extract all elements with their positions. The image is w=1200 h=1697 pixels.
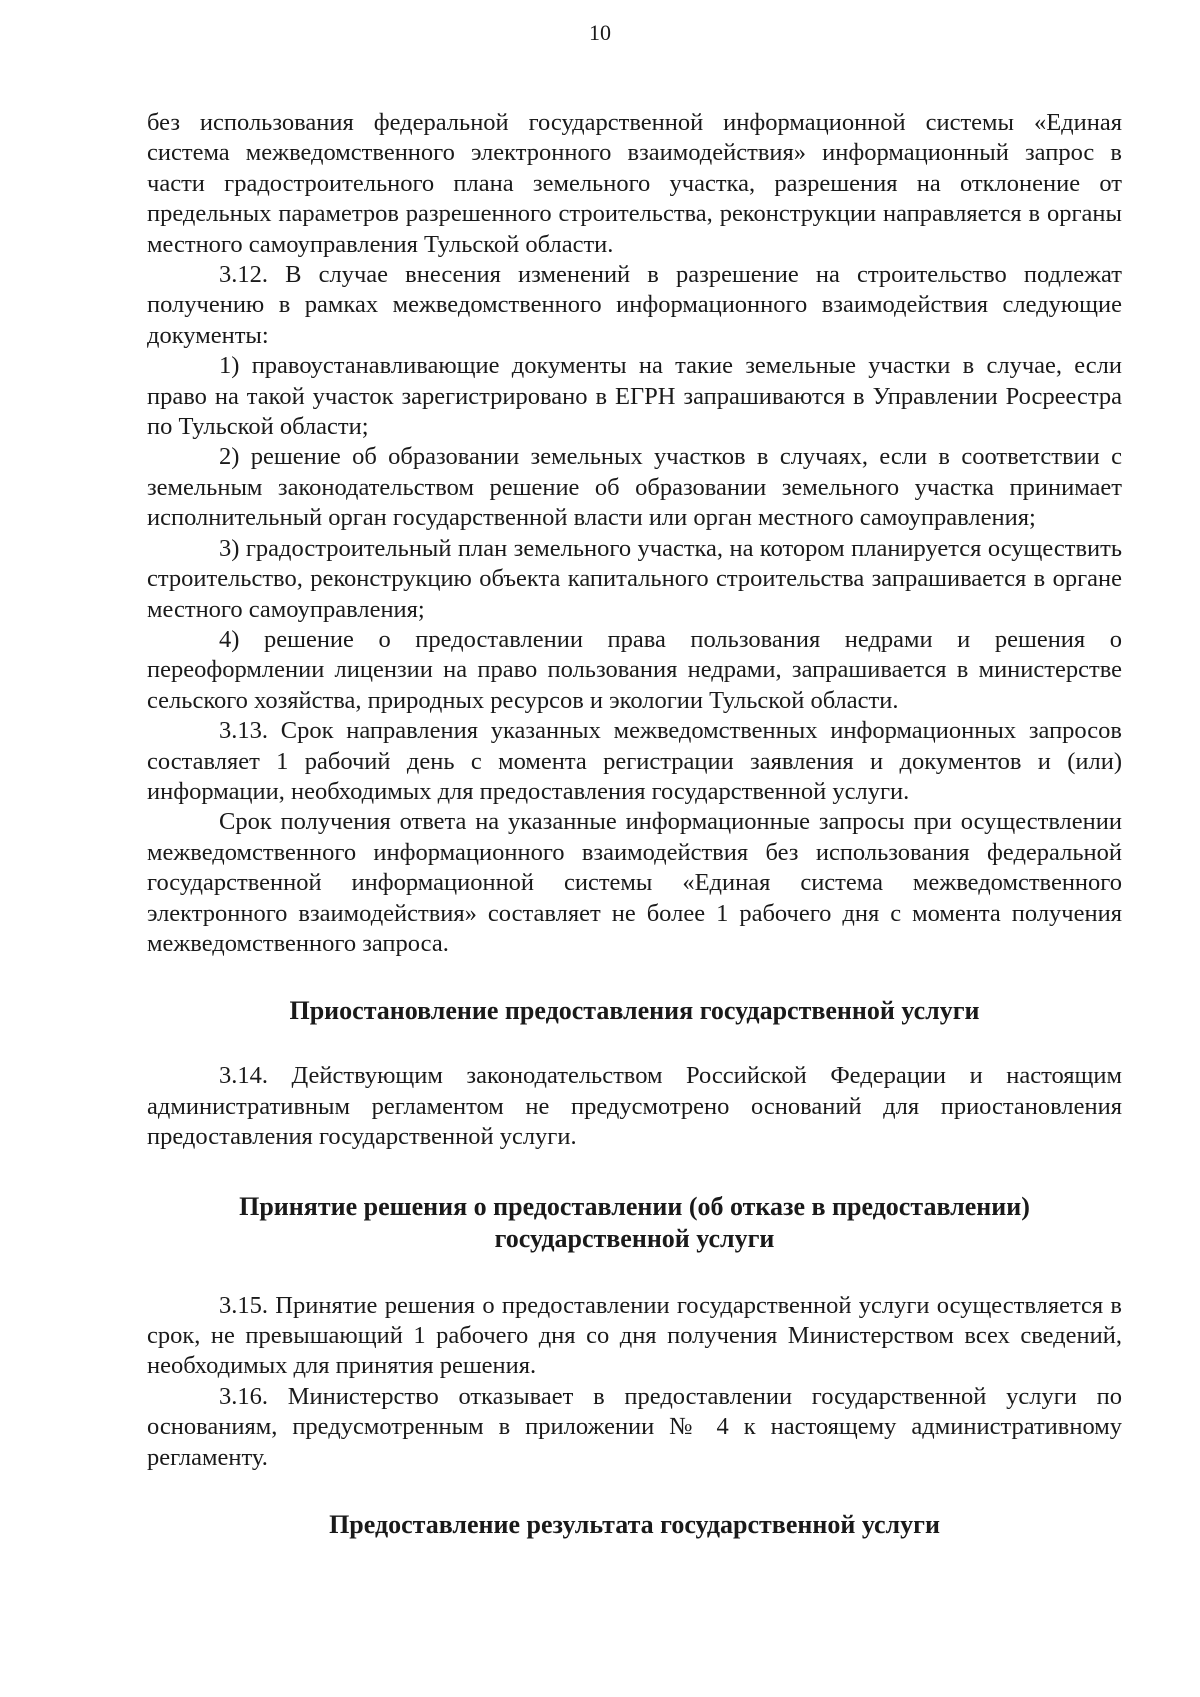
list-item-3: 3) градостроительный план земельного участка, на котором планируется осуществить строительство, реконструкцию объекта капитального строительства запрашивается в органе местного самоуправления; <box>147 534 1122 623</box>
list-item-4: 4) решение о предоставлении права пользования недрами и решения о переоформлении лицензии на право пользования недрами, запрашивается в министерстве сельского хозяйства, природных ресурсов и экологии Тульской области. <box>147 625 1122 714</box>
list-item-2: 2) решение об образовании земельных участков в случаях, если в соответствии с земельным законодательством решение об образовании земельного участка принимает исполнительный орган государственной власти или орган местного самоуправления; <box>147 443 1122 532</box>
section-heading-suspension: Приостановление предоставления государственной услуги <box>289 996 980 1026</box>
section-heading-decision <box>147 1191 1122 1255</box>
paragraph-response-term: Срок получения ответа на указанные информационные запросы при осуществлении межведомственного информационного взаимодействия без использования федеральной государственной информационной системы «Единая система межведомственного электронного взаимодействия» составляет не более 1 рабочего дня с момента получения межведомственного запроса. <box>147 808 1122 957</box>
section-heading-decision-line1: Принятие решения о предоставлении (об отказе в предоставлении) <box>239 1191 1030 1221</box>
paragraph-3-12: 3.12. В случае внесения изменений в разрешение на строительство подлежат получению в рамках межведомственного информационного взаимодействия следующие документы: <box>147 261 1122 349</box>
section-heading-result: Предоставление результата государственной услуги <box>329 1510 940 1540</box>
paragraph: без использования федеральной государственной информационной системы «Единая система межведомственного электронного взаимодействия» информационный запрос в части градостроительного плана земельного участка, разрешения на отклонение от предельных параметров разрешенного строительства, реконструкции направляется в органы местного самоуправления Тульской области. <box>147 109 1122 258</box>
section-heading-decision-line2: государственной услуги <box>494 1223 775 1253</box>
list-item-1: 1) правоустанавливающие документы на такие земельные участки в случае, если право на такой участок зарегистрировано в ЕГРН запрашиваются в Управлении Росреестра по Тульской области; <box>147 352 1122 441</box>
paragraph-3-13: 3.13. Срок направления указанных межведомственных информационных запросов составляет 1 рабочий день с момента регистрации заявления и документов и (или) информации, необходимых для предоставления государственной услуги. <box>147 717 1122 805</box>
paragraph-3-14: 3.14. Действующим законодательством Российской Федерации и настоящим административным регламентом не предусмотрено оснований для приостановления предоставления государственной услуги. <box>147 1062 1122 1151</box>
document-body <box>147 108 1122 1575</box>
paragraph-3-15: 3.15. Принятие решения о предоставлении государственной услуги осуществляется в срок, не превышающий 1 рабочего дня со дня получения Министерством всех сведений, необходимых для принятия решения. <box>147 1291 1122 1380</box>
page-number: 10 <box>589 20 611 45</box>
paragraph-3-16: 3.16. Министерство отказывает в предоставлении государственной услуги по основаниям, предусмотренным в приложении № 4 к настоящему административному регламенту. <box>147 1382 1122 1471</box>
